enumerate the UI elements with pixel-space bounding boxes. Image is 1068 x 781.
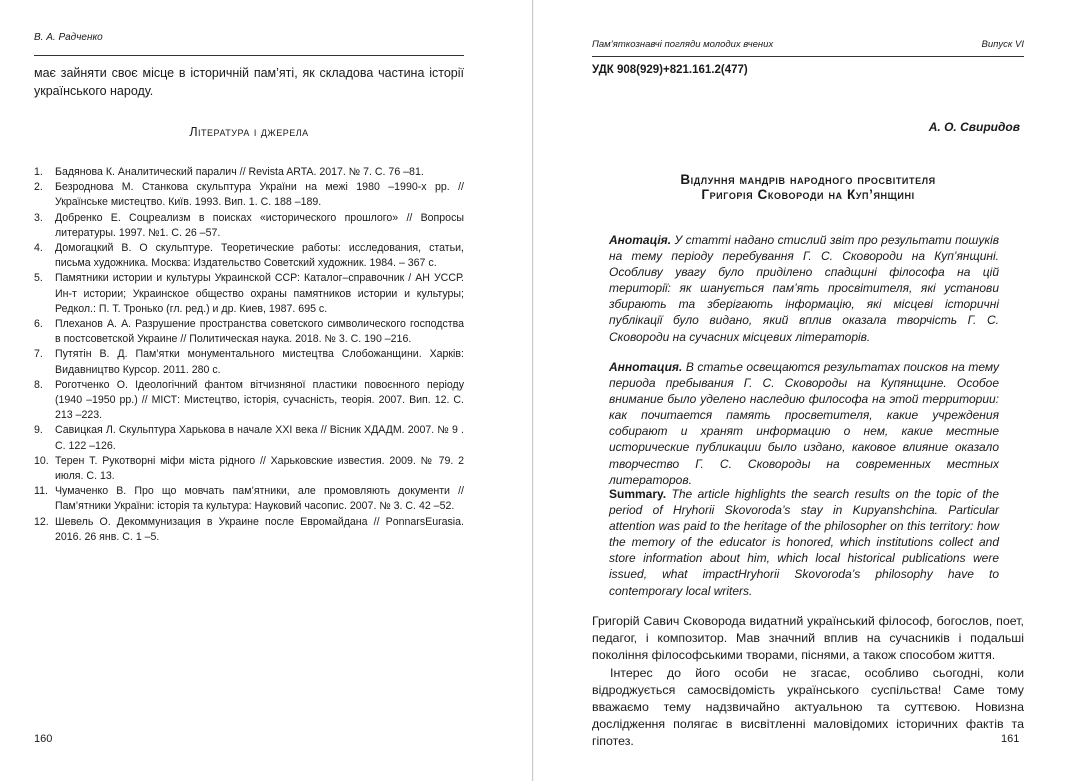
abstract-russian [609,359,999,488]
abstract-ukrainian [609,232,999,345]
reference-item [34,165,464,180]
reference-item [34,454,464,484]
abstract-label: Summary. [609,487,667,501]
reference-number: 11. [34,485,48,498]
reference-number: 2. [34,181,43,194]
reference-item [34,347,464,377]
abstract-english [609,486,999,599]
body-paragraph: Інтерес до його особи не згасає, особливо сьогодні, коли відроджується самосвідомість українського суспільства! Саме тому вважаємо тему надзвичайно актуальною та суттєвою. Новизна дослідження полягає в висвітленні маловідомих історичних фактів та гіпотез. [592,665,1024,749]
reference-text: Шевель О. Декоммунизация в Украине после Евромайдана // PonnarsEurasia. 2016. 26 янв. С. 1 –5. [55,515,464,543]
reference-text: Чумаченко В. Про що мовчать пам’ятники, але промовляють документи // Пам’ятники України: історія та культура: Науковий часопис. 2007. № 3. С. 42 –52. [55,485,464,513]
issue-label: Випуск VI [981,39,1024,50]
continuation-paragraph: має зайняти своє місце в історичній пам’яті, як складова частина історії українського народу. [34,66,464,98]
header-rule [592,56,1024,57]
reference-item [34,180,464,210]
abstract-label: Аннотация. [609,360,683,374]
reference-item [34,515,464,545]
reference-number: 1. [34,166,43,178]
reference-item [34,271,464,317]
references-list [34,165,464,545]
article-title [592,172,1024,202]
reference-text: Бадянова К. Аналитический паралич // Revista ARTA. 2017. № 7. С. 76 –81. [55,166,424,178]
page-number-left: 160 [34,733,53,745]
reference-number: 6. [34,318,43,331]
reference-item [34,484,464,514]
reference-text: Терен Т. Рукотворні міфи міста рідного // Харьковские известия. 2009. № 79. 2 июля. С. 13. [55,454,464,483]
reference-number: 4. [34,242,43,255]
abstract-text: У статті надано стислий звіт про результати пошуків на тему періоду перебування Г. С. Сковороди на Куп’янщині. Особливу увагу було приділено спадщині філософа на цій території: як шанується пам’ять просвітителя, які установи збирають та зберігають інформацію, які місцеві історичні публікації було видано, який вплив оказала творчість Г. С. Сковороди на сучасних місцевих літераторів. [609,233,999,344]
article-body [592,613,1024,751]
abstract-label: Анотація. [609,233,672,247]
reference-item [34,423,464,453]
reference-text: Домогацкий В. О скульптуре. Теоретические работы: исследования, статьи, письма художника. Москва: Издательство Советский художник. 1984. – 367 с. [55,242,464,270]
journal-section-title: Пам’яткознавчі погляди молодих вчених [592,39,774,50]
reference-number: 9. [34,424,43,437]
reference-text: Безроднова М. Станкова скульптура України на межі 1980 –1990-х рр. // Українське мистецтво. Київ. 1993. Вип. 1. С. 188 –189. [55,181,464,209]
reference-number: 12. [34,515,49,528]
reference-text: Роготченко О. Ідеологічний фантом вітчизняної пластики повоєнного періоду (1940 –1950 рр.) // МІСТ: Мистецтво, історія, сучасність, теорія. 2007. Вип. 12. С. 213 –223. [55,378,464,422]
reference-number: 3. [34,211,43,224]
reference-item [34,317,464,347]
reference-item [34,378,464,424]
reference-text: Савицкая Л. Скульптура Харькова в начале XXI века // Вісник ХДАДМ. 2007. № 9 . С. 122 –126. [55,424,464,452]
article-author: А. О. Свиридов [928,120,1020,134]
reference-number: 8. [34,378,43,391]
left-page [0,0,533,781]
article-title-line: Відлуння мандрів народного просвітителя [680,172,936,187]
udc-code: УДК 908(929)+821.161.2(477) [592,64,748,76]
body-paragraph: Григорій Савич Сковорода видатний український філософ, богослов, поет, педагог, і композитор. Мав значний вплив на сучасників і подальші покоління філософськими творами, піснями, а також способом життя. [592,614,1024,663]
reference-text: Путятін В. Д. Пам’ятки монументального мистецтва Слобожанщини. Харків: Видавництво Курсор. 2011. 280 с. [55,348,464,376]
reference-text: Добренко Е. Соцреализм в поисках «исторического прошлого» // Вопросы литературы. 1997. №1. С. 26 –57. [55,211,464,239]
references-title: Література і джерела [189,125,309,139]
abstract-text: В статье освещаются результатах поисков на тему периода пребывания Г. С. Сковороды на Купянщине. Особое внимание было уделено наследию философа на этой территории: как почитается память просветителя, какие учреждения собирают и хранят информацию о нем, какие местные исторические публикации было издано, каковое влияние оказало творчество Г. С. Сковороды на современных местных литераторов. [609,360,999,487]
reference-number: 5. [34,272,43,285]
right-page [534,0,1068,781]
reference-item [34,241,464,271]
reference-number: 7. [34,348,43,361]
header-rule [34,55,464,56]
running-head-author: В. А. Радченко [34,32,103,43]
reference-item [34,211,464,241]
reference-text: Памятники истории и культуры Украинской ССР: Каталог–справочник / АН УССР. Ин-т истории; Украинское общество охраны памятников истории и культуры; Редкол.: П. Т. Тронько (гл. ред.) и др. Киев, 1987. 695 с. [55,272,464,315]
running-head-journal [592,39,1024,50]
article-title-line: Григорія Сковороди на Куп’янщині [701,187,915,202]
reference-number: 10. [34,454,49,467]
abstract-text: The article highlights the search results on the topic of the period of Hryhorii Skovoroda’s stay in Kupyanshchina. Particular attention was paid to the heritage of the philosopher on this territory: how the memory of the educator is honored, which institutions collect and store information about him, which local historical publications were issued, what impactHryhorii Skovoroda’s philosophy have to contemporary local writers. [609,487,999,598]
page-number-right: 161 [1001,733,1020,745]
reference-text: Плеханов А. А. Разрушение пространства советского символического господства в постсоветской Украине // Политическая наука. 2018. № 3. С. 190 –216. [55,318,464,346]
